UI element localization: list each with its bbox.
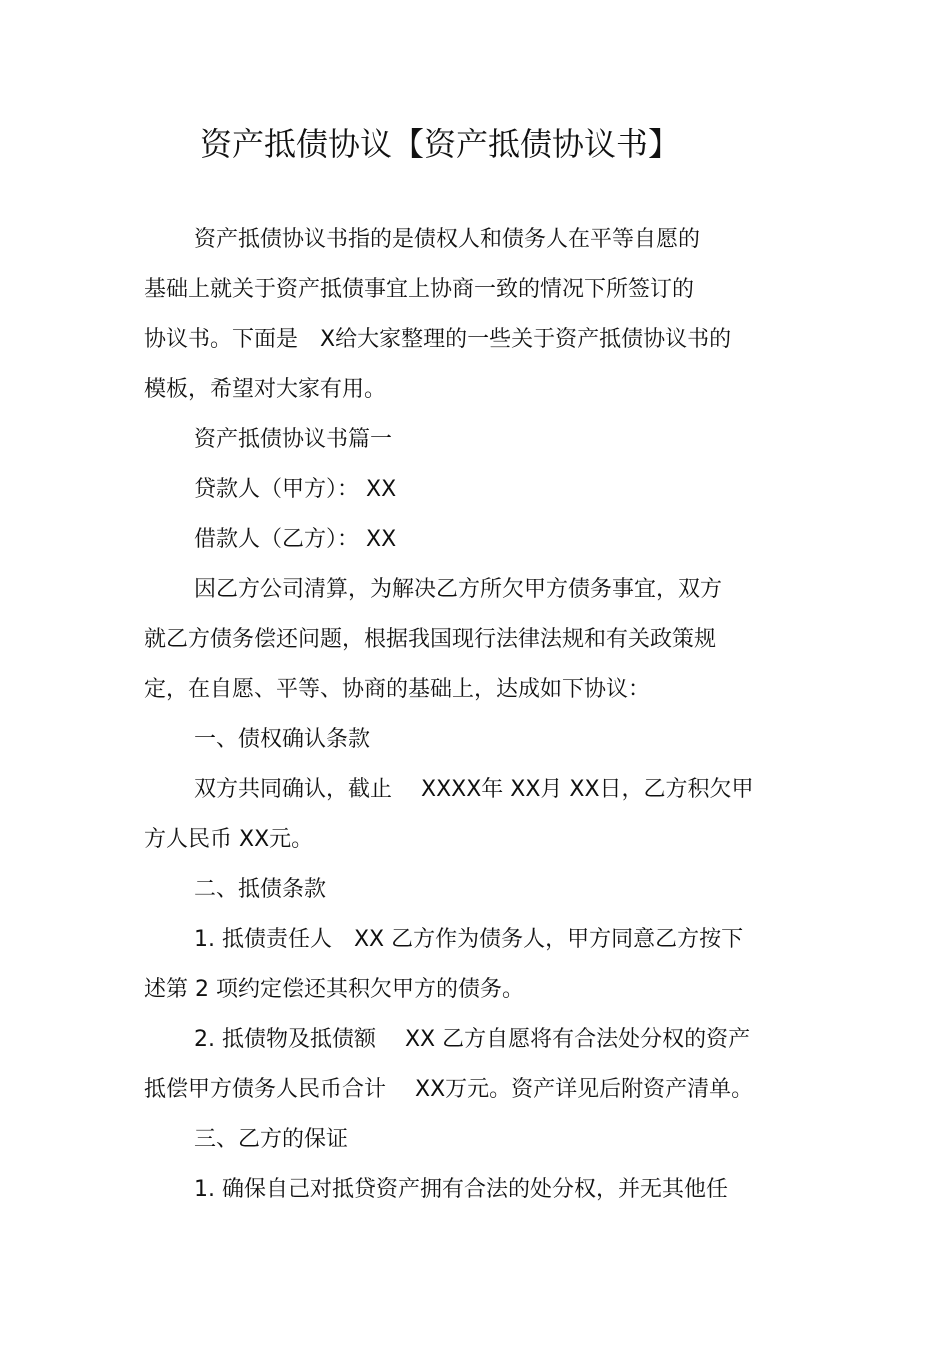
paragraph-line: 资产抵债协议书指的是债权人和债务人在平等自愿的 — [194, 227, 701, 252]
paragraph-line: 因乙方公司清算，为解决乙方所欠甲方债务事宜，双方 — [194, 577, 723, 602]
clause-heading: 一、债权确认条款 — [194, 727, 371, 752]
paragraph-line: 1. 抵债责任人 XX 乙方作为债务人，甲方同意乙方按下 — [194, 927, 744, 952]
lender-line: 贷款人（甲方）： XX — [194, 477, 397, 502]
borrower-line: 借款人（乙方）： XX — [194, 527, 397, 552]
paragraph-line: 2. 抵债物及抵债额 XX 乙方自愿将有合法处分权的资产 — [194, 1027, 751, 1052]
paragraph-line: 定，在自愿、平等、协商的基础上，达成如下协议： — [144, 677, 651, 702]
document-title: 资产抵债协议【资产抵债协议书】 — [199, 125, 680, 163]
paragraph-line: 述第 2 项约定偿还其积欠甲方的债务。 — [144, 977, 524, 1002]
paragraph-line: 抵偿甲方债务人民币合计 XX万元。资产详见后附资产清单。 — [144, 1077, 754, 1102]
paragraph-line: 协议书。下面是 X给大家整理的一些关于资产抵债协议书的 — [144, 327, 732, 352]
paragraph-line: 双方共同确认，截止 XXXX年 XX月 XX日，乙方积欠甲 — [194, 777, 754, 802]
paragraph-line: 基础上就关于资产抵债事宜上协商一致的情况下所签订的 — [144, 277, 695, 302]
clause-heading: 三、乙方的保证 — [194, 1127, 349, 1152]
paragraph-line: 模板，希望对大家有用。 — [144, 377, 387, 402]
paragraph-line: 1. 确保自己对抵贷资产拥有合法的处分权，并无其他任 — [194, 1177, 728, 1202]
section-heading: 资产抵债协议书篇一 — [194, 427, 393, 452]
paragraph-line: 方人民币 XX元。 — [144, 827, 314, 852]
paragraph-line: 就乙方债务偿还问题，根据我国现行法律法规和有关政策规 — [144, 627, 717, 652]
clause-heading: 二、抵债条款 — [194, 877, 327, 902]
